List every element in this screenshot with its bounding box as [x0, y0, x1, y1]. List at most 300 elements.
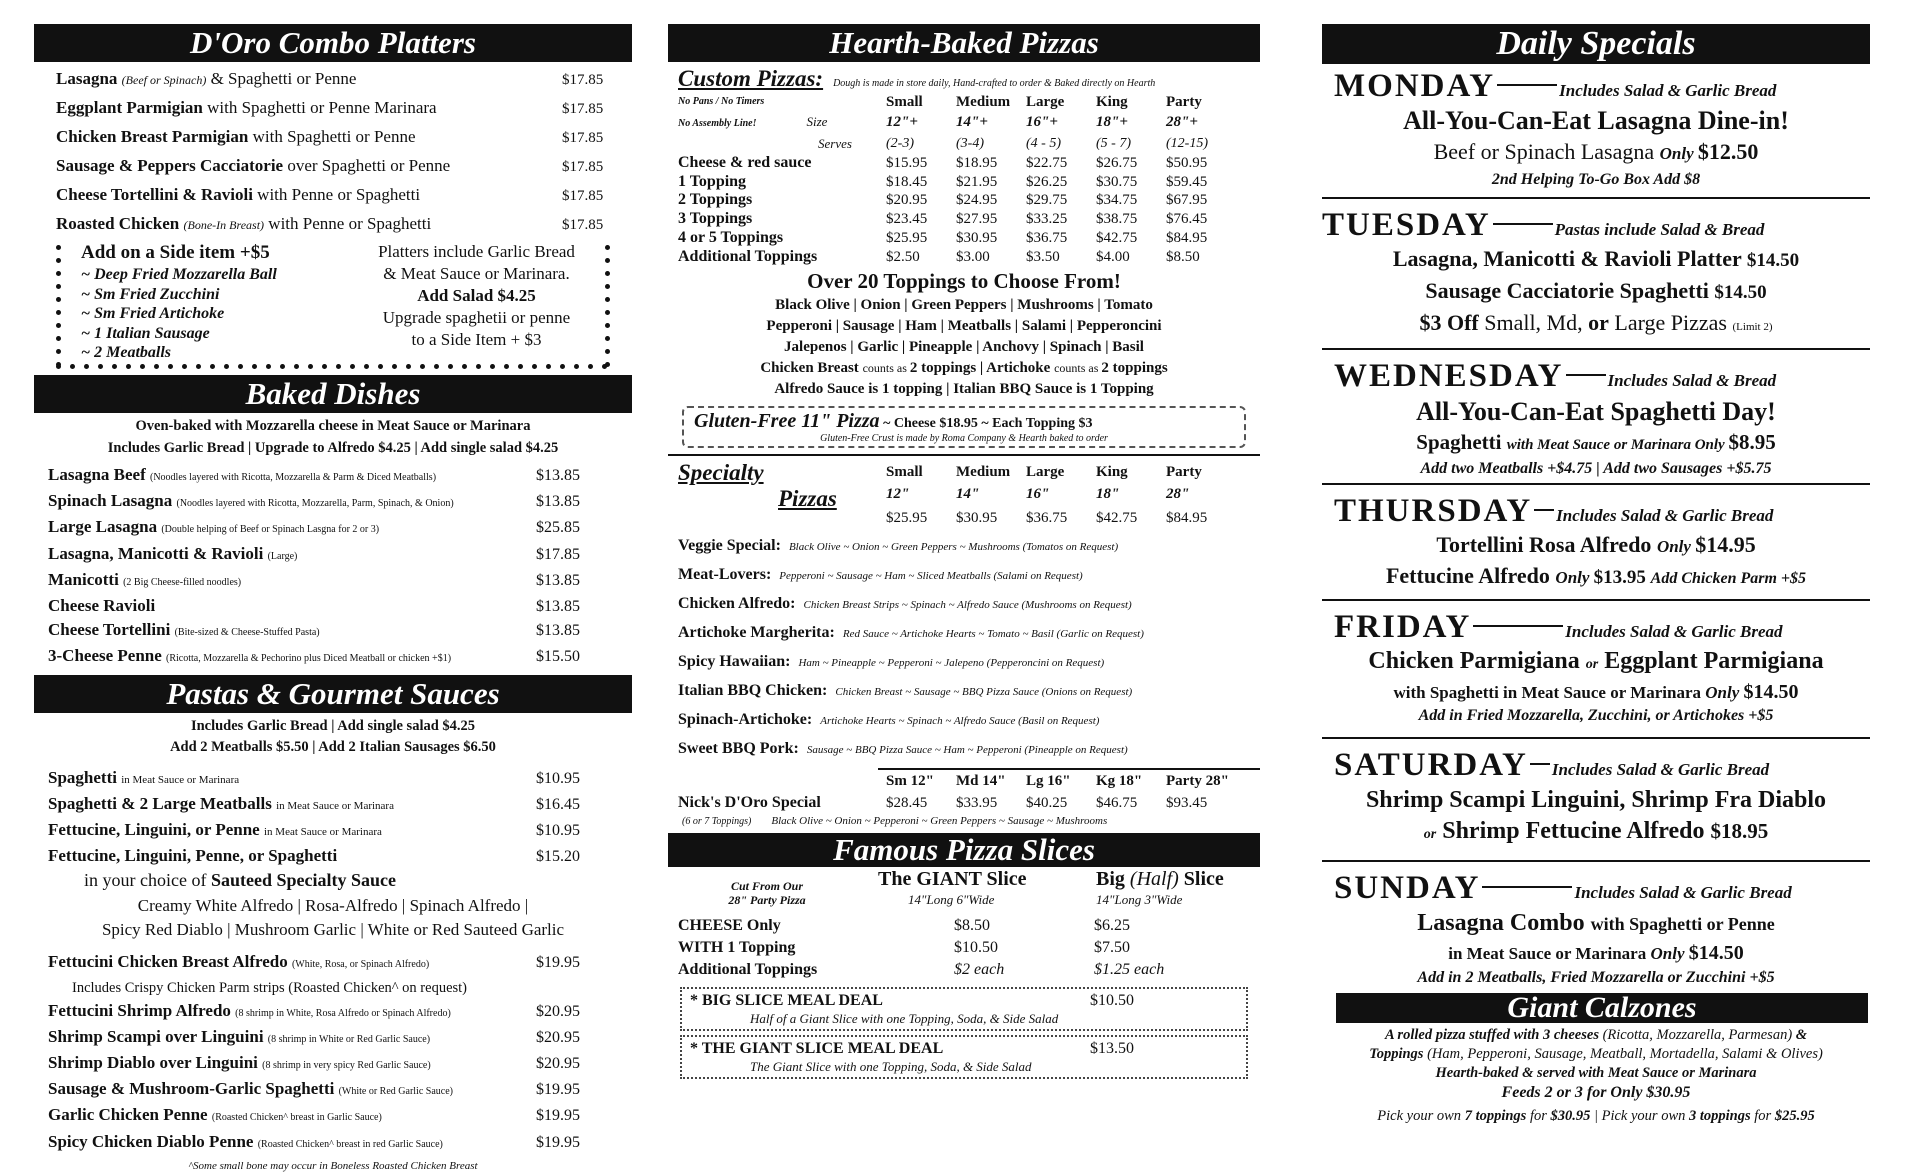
dot-icon: [56, 271, 61, 276]
cut-2: 28" Party Pizza: [728, 893, 806, 908]
dot-icon: [336, 364, 341, 369]
nick-size-lg: Lg 16": [1026, 773, 1071, 790]
toppings-4: [668, 358, 1260, 379]
nick-price-md: $33.95: [956, 795, 998, 812]
baked-name: 3-Cheese Penne: [48, 646, 162, 666]
platters-note-3: Add Salad $4.25: [417, 286, 536, 305]
tuesday-l3c: or: [1588, 310, 1609, 335]
platter-desc: with Penne or Spaghetti: [252, 185, 421, 204]
pastas1-text: [48, 792, 536, 818]
big-head: [1096, 867, 1224, 909]
inch-medium: 14"+: [956, 114, 988, 130]
calz-l5: [1322, 1103, 1870, 1129]
calz-l2: [1322, 1045, 1870, 1064]
divider: [1322, 197, 1870, 199]
specialty-row: [678, 735, 1260, 764]
thursday-l1c: $14.95: [1695, 532, 1756, 557]
wednesday-l2c: $8.95: [1728, 430, 1776, 454]
thursday-l2d: Add Chicken Parm +$5: [1650, 570, 1807, 587]
divider: [1322, 860, 1870, 862]
spec-price-medium: $30.95: [956, 510, 998, 527]
dot-icon: [182, 364, 187, 369]
custom-row-name: 2 Toppings: [678, 191, 753, 209]
baked-price: $13.85: [536, 622, 580, 640]
divider: [1322, 483, 1870, 485]
toppings-3: Jalepenos | Garlic | Pineapple | Anchovy | Spinach | Basil: [784, 339, 1144, 356]
platter-name: Roasted Chicken: [56, 214, 180, 233]
saturday-l1: Shrimp Scampi Linguini, Shrimp Fra Diablo: [1365, 787, 1827, 813]
column-middle: [668, 24, 1260, 1081]
platter-row: [34, 123, 632, 152]
pastas3-price: $20.95: [536, 1055, 580, 1073]
deal1-price: $10.50: [1090, 992, 1134, 1010]
baked-price: $13.85: [536, 598, 580, 616]
baked-note: (Ricotta, Mozzarella & Pechorino plus Diced Meatball or chicken +$1): [166, 653, 452, 665]
baked-price: $15.50: [536, 648, 580, 666]
friday-l2c: $14.50: [1743, 681, 1799, 703]
dot-border-bottom: [56, 364, 611, 370]
spec-size-large: Large: [1026, 464, 1065, 481]
wednesday-l2: [1322, 429, 1870, 458]
toppings-2: Pepperoni | Sausage | Ham | Meatballs | Salami | Pepperoncini: [766, 318, 1162, 335]
big-pre: Big: [1096, 868, 1130, 891]
baked-name: Large Lasagna: [48, 517, 158, 537]
serves-label: Serves: [818, 136, 852, 151]
dot-icon: [605, 245, 610, 250]
pastas3-price: $19.95: [536, 1107, 580, 1125]
baked-name: Lasagna, Manicotti & Ravioli: [48, 543, 264, 563]
slice-giant-price: $2 each: [954, 961, 1005, 979]
pastas3-text: [48, 1051, 536, 1077]
dot-icon: [546, 364, 551, 369]
nick-price-lg: $40.25: [1026, 795, 1068, 812]
custom-row-price: $8.50: [1166, 248, 1200, 265]
custom-pizzas-head: Custom Pizzas:: [678, 66, 824, 91]
specialty-head-1: Specialty: [678, 460, 764, 486]
dot-icon: [70, 364, 75, 369]
platter-desc: & Spaghetti or Penne: [206, 69, 357, 88]
monday-l3: 2nd Helping To-Go Box Add $8: [1491, 171, 1701, 188]
platters-note: [354, 241, 599, 351]
specialty-row: [678, 590, 1260, 619]
tuesday-l3e: (Limit 2): [1732, 321, 1773, 333]
platter-note: (Beef or Spinach): [121, 73, 207, 87]
specialty-head: [668, 456, 1260, 532]
sunday-day: SUNDAY: [1334, 870, 1481, 906]
tuesday-head: [1322, 207, 1870, 244]
custom-row-name: Cheese & red sauce: [678, 154, 812, 171]
platter-price: $17.85: [562, 188, 604, 204]
dot-icon: [280, 364, 285, 369]
platter-name: Cheese Tortellini & Ravioli: [56, 185, 253, 204]
platter-price: $17.85: [562, 72, 604, 88]
saturday-head: [1322, 747, 1870, 784]
calz-l5e: | Pick your own: [1590, 1108, 1689, 1124]
friday-l1: [1322, 646, 1870, 680]
friday-head: [1322, 609, 1870, 646]
cut-1: Cut From Our: [730, 879, 804, 894]
thursday-head: [1322, 493, 1870, 530]
nick-price-sm: $28.45: [886, 795, 928, 812]
custom-size-row: [678, 92, 1260, 112]
dot-icon: [532, 364, 537, 369]
custom-row-price: $67.95: [1166, 192, 1208, 209]
side-title: Add on a Side item +$5: [81, 242, 270, 263]
specialty-list: [668, 532, 1260, 764]
slice-name: Additional Toppings: [678, 961, 818, 979]
thursday-l2a: Fettucine Alfredo: [1385, 563, 1556, 588]
wednesday-inc: Includes Salad & Bread: [1607, 371, 1777, 390]
calz-l1: [1322, 1026, 1870, 1045]
custom-row-price: $26.25: [1026, 173, 1068, 190]
crispy-note: Includes Crispy Chicken Parm strips (Roasted Chicken^ on request): [72, 979, 468, 996]
dot-icon: [224, 364, 229, 369]
thursday-inc: Includes Salad & Garlic Bread: [1556, 506, 1774, 525]
dot-icon: [294, 364, 299, 369]
custom-row-price: $3.50: [1026, 248, 1060, 265]
sunday-l1: [1322, 907, 1870, 940]
gf-note: Gluten-Free Crust is made by Roma Company & Hearth baked to order: [820, 433, 1108, 445]
nick-size-md: Md 14": [956, 773, 1006, 790]
baked-name: Cheese Ravioli: [48, 596, 156, 616]
specialty-name: Meat-Lovers:: [678, 566, 772, 584]
pastas3-row: [34, 1130, 632, 1156]
monday-l2b: Only: [1659, 144, 1698, 163]
custom-row-price: $23.45: [886, 211, 928, 228]
serves-small: (2-3): [886, 136, 914, 151]
baked-name: Manicotti: [48, 569, 119, 589]
pastas1-row: [34, 818, 632, 844]
platter-price: $17.85: [562, 159, 604, 175]
wednesday-day: WEDNESDAY: [1334, 358, 1564, 394]
gf-head: Gluten-Free 11" Pizza: [694, 410, 880, 433]
friday-l2a: with Spaghetti in Meat Sauce or Marinara: [1393, 683, 1706, 702]
thursday-l1a: Tortellini Rosa Alfredo: [1436, 532, 1657, 557]
pastas3-text: [48, 1130, 536, 1156]
specialty-row: [678, 532, 1260, 561]
wednesday-head: [1322, 358, 1870, 395]
custom-row: [678, 154, 1260, 173]
dot-icon: [462, 364, 467, 369]
platter-row: [34, 210, 632, 239]
pastas3-note: (Roasted Chicken^ breast in red Garlic Sauce): [257, 1138, 443, 1150]
slice-big-price: $7.50: [1094, 939, 1130, 957]
spec-inch-large: 16": [1026, 486, 1050, 503]
custom-row-price: $20.95: [886, 192, 928, 209]
divider: [1322, 599, 1870, 601]
pastas3-name: Fettucini Shrimp Alfredo: [48, 1000, 231, 1020]
saturday-l2c: $18.95: [1710, 819, 1769, 843]
custom-row-price: $30.95: [956, 229, 998, 246]
specialty-desc: Artichoke Hearts ~ Spinach ~ Alfredo Sauce (Basil on Request): [820, 715, 1100, 728]
pastas3-row: [34, 1025, 632, 1051]
sunday-l2b: Only: [1650, 944, 1689, 963]
baked-note: (Noodles layered with Ricotta, Mozzarella & Parm & Diced Meatballs): [150, 472, 437, 483]
baked-text: [48, 515, 536, 541]
platter-desc: over Spaghetti or Penne: [283, 156, 451, 175]
thursday-l2b: Only: [1555, 568, 1594, 587]
dot-icon: [266, 364, 271, 369]
platter-text: [56, 123, 562, 150]
tuesday-l2a: Sausage Cacciatorie Spaghetti: [1425, 278, 1715, 303]
calz-l3: Hearth-baked & served with Meat Sauce or Marinara: [1435, 1065, 1757, 1081]
big-post: Slice: [1178, 868, 1224, 891]
calz-l5g: for: [1750, 1108, 1775, 1124]
platter-row: [34, 94, 632, 123]
baked-note: (Noodles layered with Ricotta, Mozzarella, Parm, Spinach, & Onion): [176, 498, 454, 510]
sunday-l1a: Lasagna Combo: [1417, 910, 1591, 936]
pastas3-name: Shrimp Diablo over Linguini: [48, 1053, 258, 1073]
slice-row: [678, 915, 1260, 937]
slice-giant-price: $10.50: [954, 939, 998, 957]
custom-row-price: $42.75: [1096, 229, 1138, 246]
baked-price: $13.85: [536, 571, 580, 589]
cut-from: [682, 879, 852, 907]
inch-king: 18"+: [1096, 114, 1128, 130]
sunday-l2: [1322, 940, 1870, 967]
pizzas-header: Hearth-Baked Pizzas: [668, 24, 1260, 62]
pastas3-row: [34, 999, 632, 1025]
pastas1-text: [48, 844, 536, 867]
monday-head: [1322, 68, 1870, 105]
nick-desc: Black Olive ~ Onion ~ Pepperoni ~ Green Peppers ~ Sausage ~ Mushrooms: [771, 815, 1108, 828]
pastas3-name: Spicy Chicken Diablo Penne: [48, 1131, 254, 1151]
big-slice-deal: [680, 987, 1248, 1031]
platters-note-2: & Meat Sauce or Marinara.: [383, 264, 570, 283]
specialty-name: Artichoke Margherita:: [678, 624, 835, 642]
dot-icon: [605, 336, 610, 341]
thursday-day: THURSDAY: [1334, 493, 1533, 529]
monday-l1: All-You-Can-Eat Lasagna Dine-in!: [1403, 106, 1789, 135]
choice-bold: Sauteed Specialty Sauce: [210, 870, 396, 891]
blank-cell: [678, 462, 886, 482]
spec-size-party: Party: [1166, 464, 1202, 481]
nick-name: Nick's D'Oro Special: [678, 794, 821, 812]
toppings-1: Black Olive | Onion | Green Peppers | Mushrooms | Tomato: [775, 297, 1153, 314]
pastas3-row: [34, 1103, 632, 1129]
dot-icon: [98, 364, 103, 369]
platter-price: $17.85: [562, 101, 604, 117]
dot-icon: [308, 364, 313, 369]
slice-big-price: $1.25 each: [1094, 961, 1165, 979]
custom-row-price: $4.00: [1096, 248, 1130, 265]
combo-platters-list: [34, 62, 632, 239]
custom-row-price: $26.75: [1096, 155, 1138, 171]
pastas3-text: [48, 1103, 536, 1129]
dot-icon: [56, 323, 61, 328]
baked-name: Spinach Lasagna: [48, 491, 173, 511]
tuesday-l1a: Lasagna, Manicotti & Ravioli Platter: [1392, 246, 1747, 271]
gluten-free-box: [682, 406, 1246, 448]
dot-icon: [252, 364, 257, 369]
calzones-header: Giant Calzones: [1336, 993, 1868, 1023]
serves-medium: (3-4): [956, 136, 984, 151]
custom-row-price: $33.25: [1026, 211, 1068, 228]
custom-row: [678, 248, 1260, 267]
spec-inch-party: 28": [1166, 486, 1190, 503]
deal1-desc: Half of a Giant Slice with one Topping, Soda, & Side Salad: [750, 1011, 1059, 1027]
platter-price: $17.85: [562, 217, 604, 233]
dot-icon: [56, 364, 61, 369]
giant-dim: 14"Long 6"Wide: [908, 892, 995, 908]
big-half: (Half): [1129, 868, 1179, 891]
saturday-l2: [1322, 816, 1870, 850]
custom-row-name: Additional Toppings: [678, 247, 818, 265]
dot-icon: [602, 364, 607, 369]
calz-l5a: Pick your own: [1377, 1108, 1465, 1124]
custom-row-price: $3.00: [956, 248, 990, 265]
pastas-list: [34, 766, 632, 869]
nick-size-sm: Sm 12": [886, 773, 934, 790]
dot-icon: [196, 364, 201, 369]
thursday-l2: [1322, 562, 1870, 593]
baked-row: [34, 542, 632, 568]
tuesday-l3a: $3 Off: [1419, 310, 1485, 335]
custom-row-price: $30.75: [1096, 173, 1138, 190]
blank-cell: [678, 484, 886, 504]
saturday-inc: Includes Salad & Garlic Bread: [1551, 760, 1770, 779]
baked-row: [34, 568, 632, 594]
specialty-sauce-line: [34, 868, 632, 892]
pastas1-text: [48, 766, 536, 792]
custom-row: [678, 229, 1260, 248]
sunday-inc: Includes Salad & Garlic Bread: [1574, 883, 1792, 902]
custom-row-name: 1 Topping: [678, 172, 747, 190]
friday-l2: [1322, 680, 1870, 705]
dot-icon: [168, 364, 173, 369]
deal2-title: * THE GIANT SLICE MEAL DEAL: [690, 1040, 944, 1058]
dot-icon: [392, 364, 397, 369]
pastas3-price: $19.95: [536, 1081, 580, 1099]
baked-text: [48, 542, 536, 568]
friday-l1b: or: [1585, 657, 1599, 672]
friday-l1a: Chicken Parmigiana: [1368, 648, 1586, 674]
pastas-header: Pastas & Gourmet Sauces: [34, 675, 632, 713]
sunday-l2c: $14.50: [1688, 942, 1744, 964]
dot-icon: [588, 364, 593, 369]
pastas1-name: Spaghetti: [48, 767, 117, 787]
slice-name: CHEESE Only: [678, 917, 781, 935]
custom-row-price: $34.75: [1096, 192, 1138, 209]
nick-price-party: $93.45: [1166, 795, 1208, 812]
dot-icon: [605, 349, 610, 354]
platter-text: [56, 152, 562, 179]
spec-inch-small: 12": [886, 486, 910, 503]
pastas3-note: (White or Red Garlic Sauce): [338, 1086, 453, 1098]
platter-desc: with Spaghetti or Penne Marinara: [202, 98, 437, 117]
dot-icon: [56, 284, 61, 289]
tuesday-l3d: Large Pizzas: [1608, 310, 1733, 335]
pastas3-note: (8 shrimp in White, Rosa Alfredo or Spinach Alfredo): [235, 1007, 451, 1019]
daily-specials-header: Daily Specials: [1322, 24, 1870, 64]
nick-note: (6 or 7 Toppings): [682, 816, 752, 828]
custom-inch-row: [678, 112, 1260, 134]
dot-icon: [140, 364, 145, 369]
divider: [1322, 348, 1870, 350]
specialty-row: [678, 561, 1260, 590]
wednesday-l1: All-You-Can-Eat Spaghetti Day!: [1416, 397, 1776, 426]
no-assembly-cell: [678, 112, 886, 134]
platter-desc: with Spaghetti or Penne: [248, 127, 416, 146]
baked-sub-2: Includes Garlic Bread | Upgrade to Alfredo $4.25 | Add single salad $4.25: [107, 440, 559, 456]
sauces-2: Spicy Red Diablo | Mushroom Garlic | White or Red Sauteed Garlic: [101, 920, 565, 940]
dot-icon: [605, 271, 610, 276]
monday-day: MONDAY: [1334, 68, 1496, 104]
tuesday-l2: [1322, 276, 1870, 308]
custom-row-price: $15.95: [886, 155, 928, 171]
sunday-l1b: with Spaghetti or Penne: [1590, 914, 1775, 934]
saturday-l2a: or: [1423, 827, 1437, 842]
pastas2-row: [34, 950, 632, 976]
saturday-l2b: Shrimp Fettucine Alfredo: [1436, 818, 1711, 844]
specialty-row: [678, 677, 1260, 706]
pastas3-name: Sausage & Mushroom-Garlic Spaghetti: [48, 1079, 335, 1099]
pastas3-text: [48, 1025, 536, 1051]
pastas1-name: Fettucine, Linguini, or Penne: [48, 820, 260, 840]
dot-icon: [434, 364, 439, 369]
baked-note: (2 Big Cheese-filled noodles): [123, 576, 242, 588]
nick-desc-line: [668, 814, 1260, 829]
pastas1-name: Fettucine, Linguini, Penne, or Spaghetti: [48, 846, 338, 866]
size-party: Party: [1166, 94, 1202, 110]
slice-name: WITH 1 Topping: [678, 939, 796, 957]
pastas-sub-1: Includes Garlic Bread | Add single salad $4.25: [190, 717, 476, 734]
platters-note-5: to a Side Item + $3: [411, 330, 542, 349]
custom-row-price: $24.95: [956, 192, 998, 209]
custom-serves-row: [678, 134, 1260, 154]
pastas-list-3: [34, 999, 632, 1156]
dot-icon: [605, 310, 610, 315]
friday-l1c: Eggplant Parmigiana: [1598, 648, 1824, 674]
baked-price: $17.85: [536, 545, 580, 563]
nick-size-kg: Kg 18": [1096, 773, 1143, 790]
tuesday-l2b: $14.50: [1714, 282, 1767, 303]
specialty-desc: Pepperoni ~ Sausage ~ Ham ~ Sliced Meatballs (Salami on Request): [779, 570, 1083, 583]
nick-size-party: Party 28": [1166, 773, 1229, 790]
slice-giant-price: $8.50: [954, 917, 990, 935]
pastas1-row: [34, 844, 632, 868]
side-item: ~ Deep Fried Mozzarella Ball: [81, 266, 277, 283]
slice-big-price: $6.25: [1094, 917, 1130, 935]
dot-icon: [56, 349, 61, 354]
specialty-desc: Red Sauce ~ Artichoke Hearts ~ Tomato ~ Basil (Garlic on Request): [842, 628, 1144, 641]
gf-price: ~ Cheese $18.95 ~ Each Topping $3: [879, 416, 1093, 432]
custom-row-name: 4 or 5 Toppings: [678, 228, 784, 246]
slice-row: [678, 959, 1260, 981]
tuesday-l3b: Small, Md,: [1484, 310, 1589, 335]
dot-icon: [490, 364, 495, 369]
big-dim: 14"Long 3"Wide: [1096, 892, 1183, 908]
pastas1-text: [48, 818, 536, 844]
wednesday-l2b: with Meat Sauce or Marinara Only: [1506, 437, 1729, 453]
bone-footnote: ^Some small bone may occur in Boneless Roasted Chicken Breast: [188, 1159, 478, 1172]
platter-name: Chicken Breast Parmigian: [56, 127, 249, 146]
dot-icon: [364, 364, 369, 369]
sunday-l2a: in Meat Sauce or Marinara: [1448, 944, 1651, 963]
baked-price: $13.85: [536, 467, 580, 484]
custom-row-price: $36.75: [1026, 229, 1068, 246]
side-item: ~ Sm Fried Zucchini: [81, 285, 220, 303]
dot-icon: [322, 364, 327, 369]
pastas3-note: (Roasted Chicken^ breast in Garlic Sauce): [211, 1112, 382, 1124]
baked-row: [34, 463, 632, 489]
giant-head: [878, 867, 1027, 909]
side-item: ~ Sm Fried Artichoke: [81, 305, 225, 322]
pastas3-note: (8 shrimp in very spicy Red Garlic Sauce): [262, 1060, 431, 1072]
pastas-sub-2: Add 2 Meatballs $5.50 | Add 2 Italian Sausages $6.50: [170, 738, 496, 755]
pastas3-price: $20.95: [536, 1002, 580, 1020]
spec-inch-king: 18": [1096, 486, 1120, 503]
